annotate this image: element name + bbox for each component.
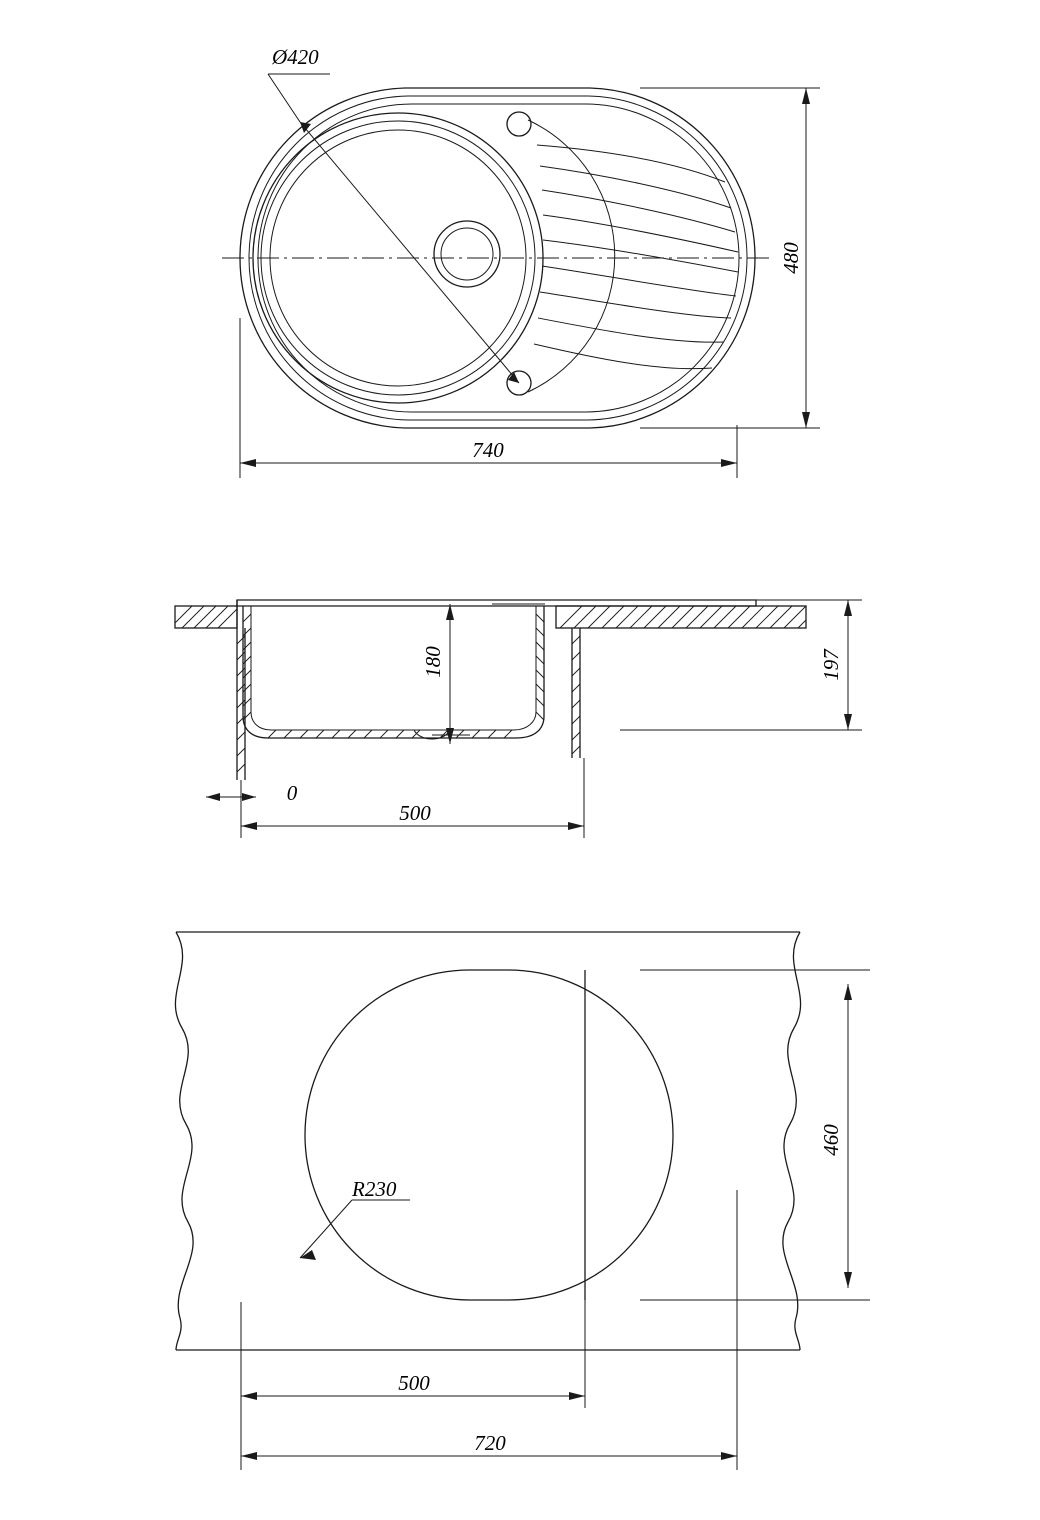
zero-arrow-right: [242, 793, 256, 801]
section-view-group: [175, 600, 862, 838]
dim-overall-depth: 480: [779, 242, 803, 274]
height197-arrow-top: [844, 600, 852, 616]
bowl-section-outline: [243, 606, 544, 738]
dim-cutout-width: 720: [474, 1431, 506, 1455]
cutout-view-group: [175, 932, 870, 1470]
cutout-inner-arrow-right: [569, 1392, 585, 1400]
zero-arrow-left: [206, 793, 220, 801]
counter-slab-right: [556, 606, 806, 628]
dim-bowl-depth: 180: [421, 646, 445, 678]
dim-zero-offset: 0: [286, 781, 298, 805]
diameter-leader-extension: [268, 74, 300, 122]
dim-corner-radius: R230: [352, 1177, 397, 1201]
cutout-depth-arrow-bottom: [844, 1272, 852, 1288]
height197-arrow-bottom: [844, 714, 852, 730]
drainer-boundary: [528, 120, 615, 392]
cutout-outline: [305, 970, 673, 1300]
worktop-break-left: [175, 932, 193, 1350]
tap-hole-top: [507, 112, 531, 136]
depth-arrow-bottom: [802, 412, 810, 428]
radius-leader-line: [300, 1200, 352, 1258]
right-leg-hatch: [572, 636, 580, 754]
cutout-inner-arrow-left: [241, 1392, 257, 1400]
cutout-outer-arrow-right: [721, 1452, 737, 1460]
counter-slab-left: [175, 606, 237, 628]
diameter-arrow-head-2: [508, 372, 519, 383]
counter-hatch-right: [560, 606, 806, 628]
drainer-ribs: [534, 145, 738, 369]
dim-cutout-depth: 460: [819, 1124, 843, 1156]
width-arrow-left: [240, 459, 256, 467]
cutout-depth-arrow-top: [844, 984, 852, 1000]
bowl-wall-hatch: [243, 614, 544, 738]
depth180-arrow-bottom: [446, 728, 454, 744]
counter-hatch-left: [175, 606, 237, 628]
cutout-outer-arrow-left: [241, 1452, 257, 1460]
diameter-leader-line: [300, 122, 519, 383]
dim-cutout-width-inner: 500: [398, 1371, 430, 1395]
drain-inner-circle: [441, 228, 493, 280]
top-view-group: [222, 45, 820, 478]
depth-arrow-top: [802, 88, 810, 104]
dim-bowl-width: 500: [399, 801, 431, 825]
sink-rim-outline: [249, 96, 747, 420]
width-arrow-right: [721, 459, 737, 467]
worktop-break-right: [783, 932, 801, 1350]
dim-bowl-diameter: Ø420: [272, 45, 319, 69]
width500-arrow-left: [241, 822, 257, 830]
drain-outer-circle: [434, 221, 500, 287]
dim-total-height: 197: [819, 649, 843, 681]
bowl-section-inner: [251, 606, 536, 730]
sink-section-top-profile: [237, 600, 756, 606]
width500-arrow-right: [568, 822, 584, 830]
dim-overall-width: 740: [472, 438, 504, 462]
left-leg-hatch: [237, 636, 245, 772]
